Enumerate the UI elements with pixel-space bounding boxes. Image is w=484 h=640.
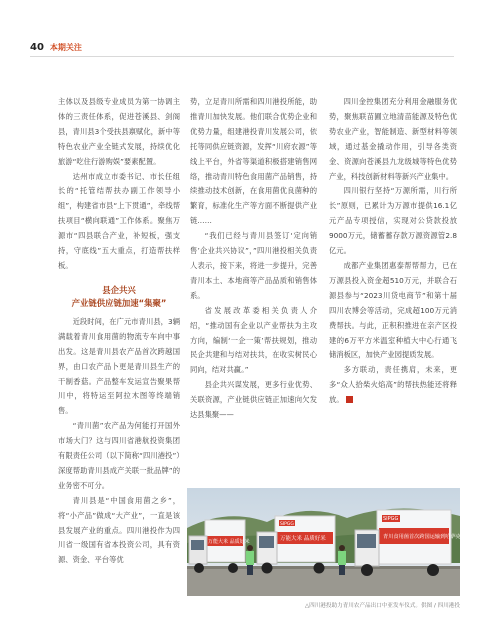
truck-3-badge: SIPGG [383, 516, 399, 522]
subheading-line-1: 县企共兴 [102, 284, 136, 295]
subheading-line-2: 产业链供应链加速“集聚” [71, 297, 167, 308]
paragraph: 县企共兴谋发展，更多行业优势、关联资源，产业链供应链正加速向欠发达县集聚—— [190, 380, 317, 420]
column-1 [58, 95, 180, 568]
photo-truck-convoy [187, 488, 472, 596]
paragraph: 主体以及县级专业成员为第一协调主体的三责任体系，促进苍溪县、剑阁县，青川县3个受扶县禀赋化，新中等特色农业产业全链式发展，持续优化旅游“吃住行游购娱”要素配置。 [58, 97, 180, 166]
subheading [58, 284, 180, 310]
paragraph: 势，立足青川所需和四川港投所能，助推青川加快发展。他们联合优势企业和优势力量，组建港投青川发展公司，依托等同供应链资源，发挥“川府农源”等线上平台，外省等渠道积极搭建销售网络，推动青川特色食用菌产品销售，持续推动技术创新，在食用菌优良菌种的繁育，标准化生产等方面不断提供产业链…… [190, 97, 317, 226]
page-number: 40 [30, 41, 44, 53]
truck-2-badge: SIPGG [280, 522, 294, 527]
paragraph: “我们已经与青川县签订‘定向销售’企业共兴协议”，”四川港投相关负责人表示，接下来，将进一步提升，完善青川本土、本地商等产品品质和销售体系。 [190, 231, 317, 300]
paragraph: 省发展改革委相关负责人介绍，“推动国有企业以产业帮扶为主攻方向，编制‘一企一策’帮扶规划，推动民企共建和与结对扶共，在收实树民心同向，结对共赢。” [190, 305, 317, 375]
paragraph: 四川银行坚持“万源所需，川行所长”原则，已累计为万源市提供16.1亿元产品专项授信，实现对公贷款投放9000万元，储蓄蓄存款万源资源管2.8亿元。 [329, 186, 457, 256]
paragraph [329, 363, 457, 408]
paragraph: 成都产业集团惠泰帮帮帮力，已在万源县投入资金超510万元，并联合石源县参与“2023川货电商节”和第十届四川农博会等活动，完成超100万元消费帮扶。与此，正积积推进在亲产区投建的6万平方米温室种植大中心行通飞储消板区，加快产业园提质发展。 [329, 260, 457, 360]
photo-caption: △四川港投助力青川农产品出口中亚发车仪式。供图 / 四川港投 [304, 603, 460, 609]
truck-3-banner: 青川食用菌首次跨国运输到哈萨克斯坦 [383, 534, 472, 540]
paragraph: 四川金控集团充分利用金融服务优势，聚焦联苗圃立地清苗能源及特色优势农业产业，智能制造、新型材料等领域，通过基金撬动作用，引导各类资金、资源向苍溪县九龙级城等特色优势产业，科技创新材料等新兴产业集中。 [329, 97, 457, 181]
paragraph: “青川菌”农产品为何能打开国外市场大门？这与四川省港航投资集团有限责任公司（以下简称“四川港投”）深度帮助青川县成产关联一批品牌”的业务密不可分。 [58, 421, 180, 490]
paragraph: 达州市成立市委书记、市长任组长的“托管结帮扶办副工作领导小组”，构建省市县“上下贯通”，牵线帮扶项目“横向联通”工作体系。聚焦万源市“四县联合产业，补短板，强支持，守底线”五大重点，打造帮扶样板。 [58, 171, 180, 270]
column-2 [190, 95, 317, 423]
truck-1-text: 万能大米 品质好米 [208, 539, 250, 545]
header-rule [30, 56, 454, 57]
section-title: 本期关注 [49, 42, 82, 52]
truck-2-text: 万能大米 品质好米 [280, 536, 326, 542]
paragraph: 青川县是“中国食用菌之乡”，将“小产品”做成“大产业”，一直是该县发展产业的重点。四川港投作为四川省一级国有省本投资公司，具有资源、资金、平台等优 [58, 495, 180, 565]
page-header [30, 40, 82, 54]
column-3 [329, 95, 457, 408]
paragraph-text: 多方联动，责任携肩，未来，更多“众人拾柴火焰高”的帮扶热能还将释放。 [329, 365, 457, 405]
paragraph: 近段时间，在广元市青川县，3辆满载着青川食用菌的物流专车向中事出发。这是青川县农产品首次跨越国界，由口农产品卜更是青川县生产的干制香菇。产品整车发运宣告聚果帮川中，将特运至阿拉木图等终端销售。 [58, 316, 180, 416]
end-mark-icon [346, 396, 353, 403]
